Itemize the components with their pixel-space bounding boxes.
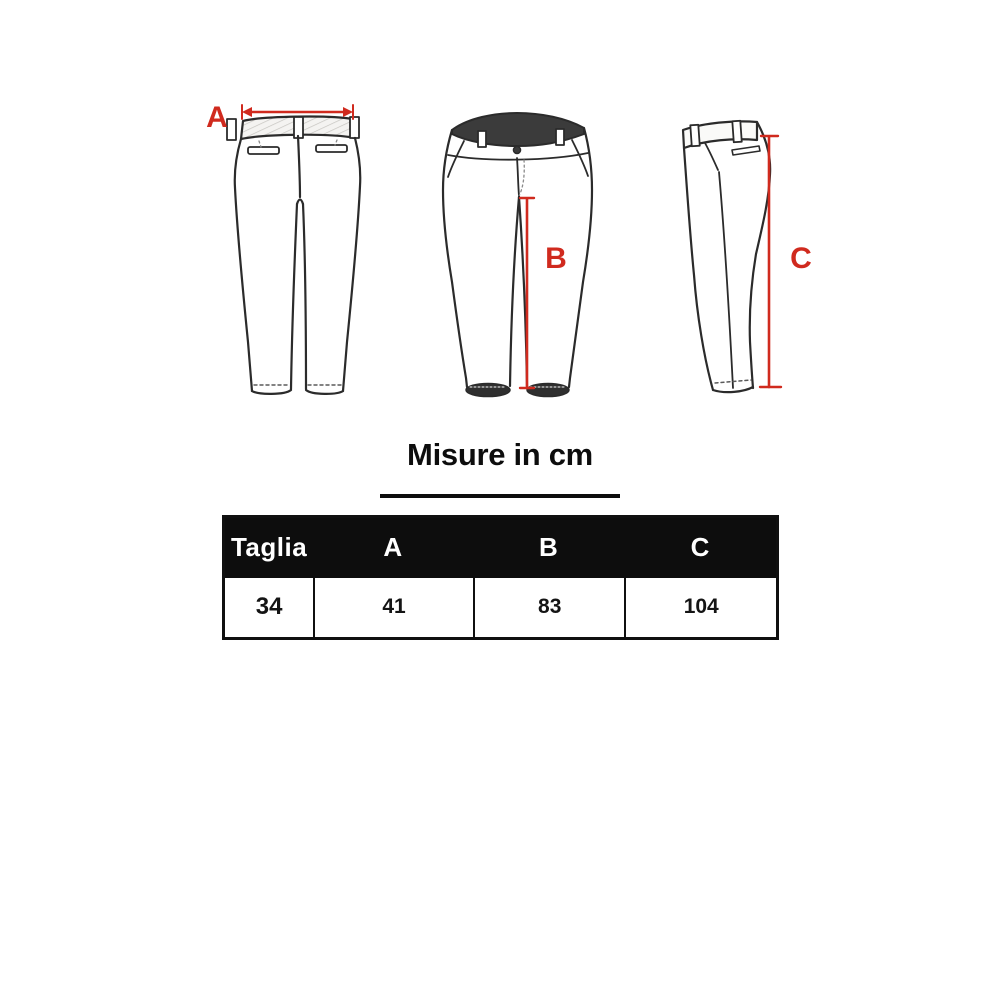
measure-line-b <box>520 198 534 388</box>
belt-loop <box>478 131 486 147</box>
pants-measurement-diagram <box>0 0 1000 430</box>
fly-stitch <box>519 160 524 196</box>
belt-loop <box>227 119 236 140</box>
title-underline <box>380 494 620 498</box>
table-cell-c: 104 <box>624 578 776 638</box>
table-cell-taglia: 34 <box>255 593 283 621</box>
size-table <box>222 515 779 640</box>
belt-loop <box>732 121 741 143</box>
pants-side-view <box>683 121 812 392</box>
measure-label-a: A <box>206 101 228 134</box>
belt-loop <box>556 129 564 145</box>
pants-back-view <box>206 101 360 394</box>
table-header-a: A <box>383 532 403 563</box>
size-table-header-row <box>225 518 776 578</box>
pants-front-view <box>443 113 592 397</box>
front-pocket <box>572 140 588 176</box>
table-cell-a: 41 <box>313 578 473 638</box>
hem-dark <box>466 384 510 397</box>
back-pocket <box>732 146 760 155</box>
page-title: Misure in cm <box>407 437 593 472</box>
measure-label-b: B <box>545 242 567 275</box>
table-header-b: B <box>539 532 559 563</box>
belt-loop <box>690 125 699 147</box>
back-pocket <box>248 147 279 154</box>
measure-label-c: C <box>790 242 812 275</box>
front-pocket <box>705 143 718 170</box>
table-header-c: C <box>690 532 710 563</box>
table-cell-b: 83 <box>473 578 625 638</box>
size-table-data-row <box>225 578 776 638</box>
table-header-taglia: Taglia <box>230 532 308 563</box>
belt-loop <box>350 117 359 138</box>
hem-dark <box>527 384 569 397</box>
front-pocket <box>448 141 464 177</box>
waist-button <box>513 146 520 153</box>
back-pocket <box>316 145 347 152</box>
belt-loop <box>294 117 303 138</box>
